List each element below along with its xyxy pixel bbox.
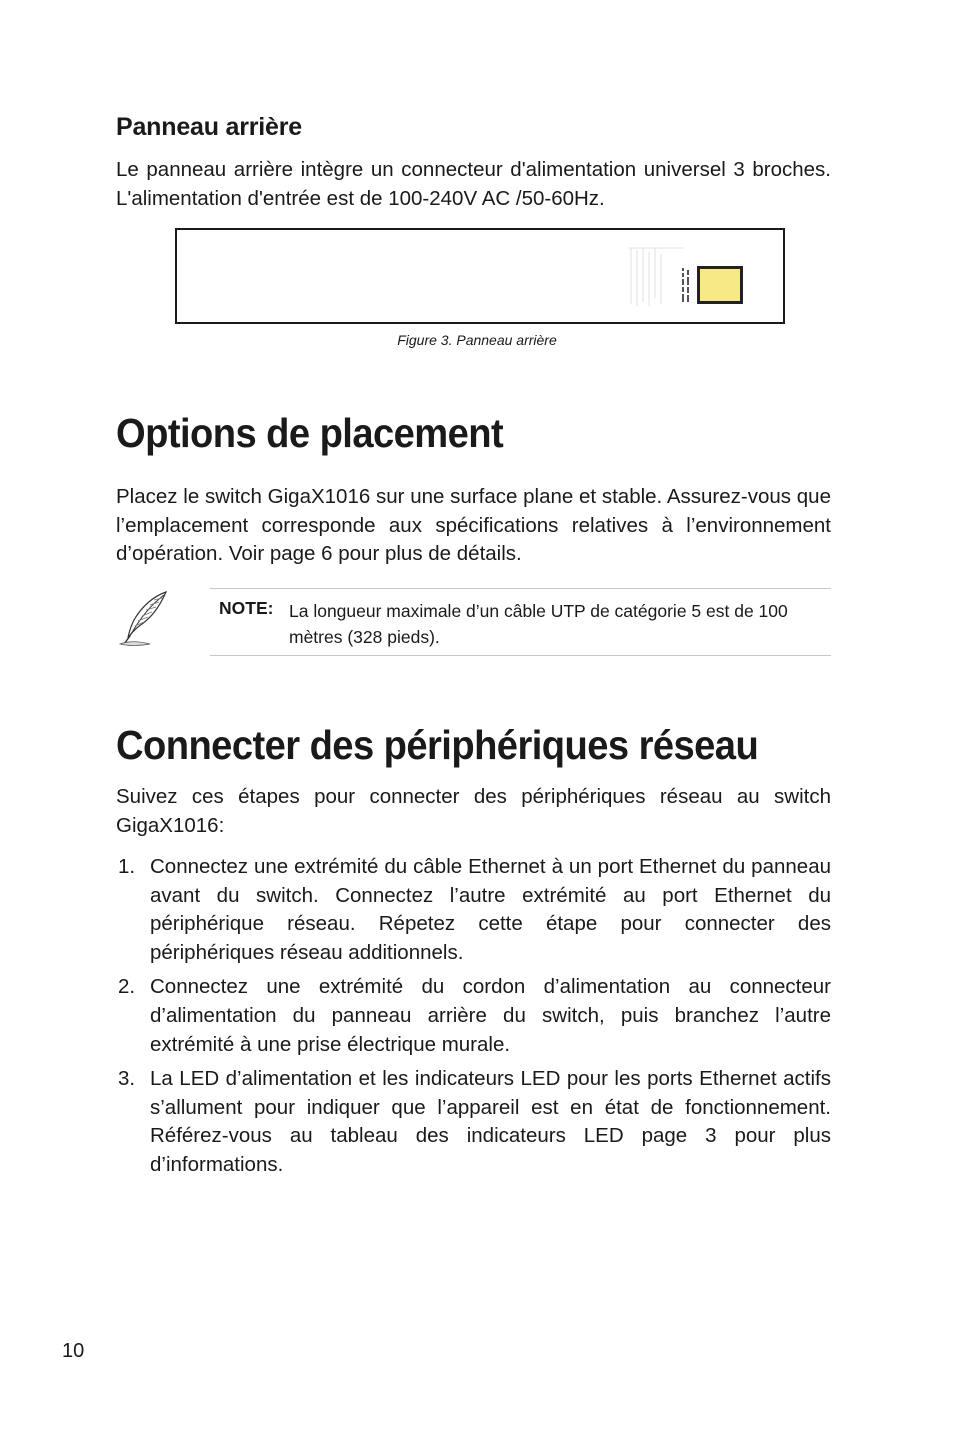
list-item [116,853,831,967]
rear-panel-description: Le panneau arrière intègre un connecteur d'alimentation universel 3 broches. L'alimentation d'entrée est de 100-240V AC /50-60Hz. [116,158,831,210]
connect-title: Connecter des périphériques réseau [116,722,759,768]
page-number: 10 [62,1340,85,1362]
placement-description: Placez le switch GigaX1016 sur une surface plane et stable. Assurez-vous que l’emplacement corresponde aux spécifications relatives à l’environnement d’opération. Voir page 6 pour plus de détails. [116,485,831,566]
step-text: Connectez une extrémité du cordon d’alimentation au connecteur d’alimentation du panneau arrière du switch, puis branchez l’autre extrémité à une prise électrique murale. [150,975,831,1056]
note-label: NOTE: [219,598,274,618]
rear-panel-label-marks [627,244,685,310]
quill-pen-icon [114,588,174,648]
step-number: 1. [118,855,136,878]
step-number: 2. [118,975,136,999]
connection-steps-list [116,853,831,1186]
power-connector [697,266,743,304]
rear-panel-figure [175,228,785,324]
note-box [210,588,831,656]
step-text: Connectez une extrémité du câble Ethernet à un port Ethernet du panneau avant du switch. Connectez l’autre extrémité au port Ethernet du périphérique réseau. Répetez cette étape pour connecter des périphériques réseau additionnels. [150,855,831,964]
list-item [116,1065,831,1179]
figure-caption: Figure 3. Panneau arrière [397,332,557,348]
power-rating-label [680,268,694,304]
connect-intro: Suivez ces étapes pour connecter des périphériques réseau au switch GigaX1016: [116,785,831,837]
rear-panel-heading: Panneau arrière [116,113,302,141]
step-number: 3. [118,1067,136,1091]
note-text: La longueur maximale d’un câble UTP de catégorie 5 est de 100 mètres (328 pieds). [289,601,788,647]
list-item [116,973,831,1059]
placement-title: Options de placement [116,410,504,456]
step-text: La LED d’alimentation et les indicateurs LED pour les ports Ethernet actifs s’allument pour indiquer que l’appareil est en état de fonctionnement. Référez-vous au tableau des indicateurs LED page 3 pour plus d’informations. [150,1067,831,1176]
